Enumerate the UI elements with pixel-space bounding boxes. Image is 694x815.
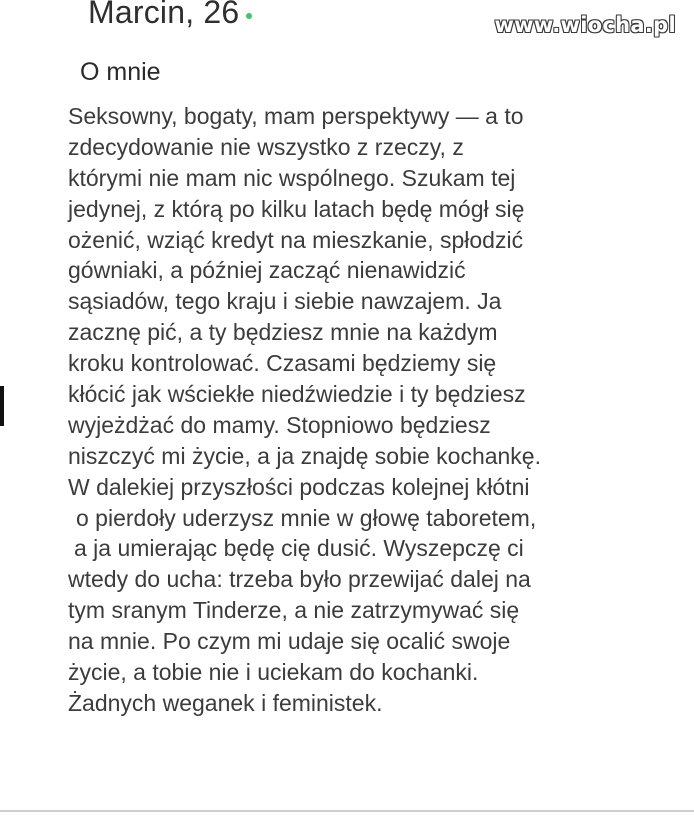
online-status-dot-icon: [246, 13, 252, 19]
about-section-title: O mnie: [80, 58, 161, 86]
bottom-divider: [0, 810, 694, 812]
bio-line: ożenić, wziąć kredyt na mieszkanie, spłodzić: [68, 226, 524, 253]
bio-line: Seksowny, bogaty, mam perspektywy — a to: [68, 103, 524, 129]
bio-line: zacznę pić, a ty będziesz mnie na każdym: [68, 319, 498, 346]
bio-line: którymi nie mam nic wspólnego. Szukam tej: [68, 164, 516, 191]
bio-line: wyjeżdżać do mamy. Stopniowo będziesz: [68, 411, 491, 438]
bio-line: sąsiadów, tego kraju i siebie nawzajem. Ja: [68, 288, 502, 315]
bio-line: kroku kontrolować. Czasami będziemy się: [68, 350, 497, 377]
bio-line: na mnie. Po czym mi udaje się ocalić swoje: [68, 628, 511, 655]
profile-header: [88, 0, 252, 34]
bio-line: a ja umierając będę cię dusić. Wyszepczę ci: [74, 535, 524, 562]
bio-line: jedynej, z którą po kilku latach będę mógł się: [68, 195, 525, 222]
bio-line: gówniaki, a później zacząć nienawidzić: [68, 257, 466, 284]
about-bio-text: [68, 101, 628, 719]
bio-line: Żadnych weganek i feministek.: [68, 689, 383, 716]
bio-line: tym sranym Tinderze, a nie zatrzymywać się: [68, 597, 520, 624]
bio-line: o pierdoły uderzysz mnie w głowę taboretem,: [76, 504, 537, 531]
bio-line: kłócić jak wściekłe niedźwiedzie i ty będziesz: [68, 381, 526, 408]
bio-line: W dalekiej przyszłości podczas kolejnej kłótni: [68, 473, 530, 500]
bio-line: życie, a tobie nie i uciekam do kochanki.: [68, 659, 479, 686]
left-edge-marker: [0, 386, 4, 426]
site-watermark: www.wiocha.pl: [494, 13, 676, 37]
bio-line: wtedy do ucha: trzeba było przewijać dalej na: [68, 566, 531, 593]
bio-line: niszczyć mi życie, a ja znajdę sobie kochankę.: [68, 442, 541, 469]
bio-line: zdecydowanie nie wszystko z rzeczy, z: [68, 133, 464, 160]
profile-name-age: Marcin, 26: [88, 0, 240, 30]
